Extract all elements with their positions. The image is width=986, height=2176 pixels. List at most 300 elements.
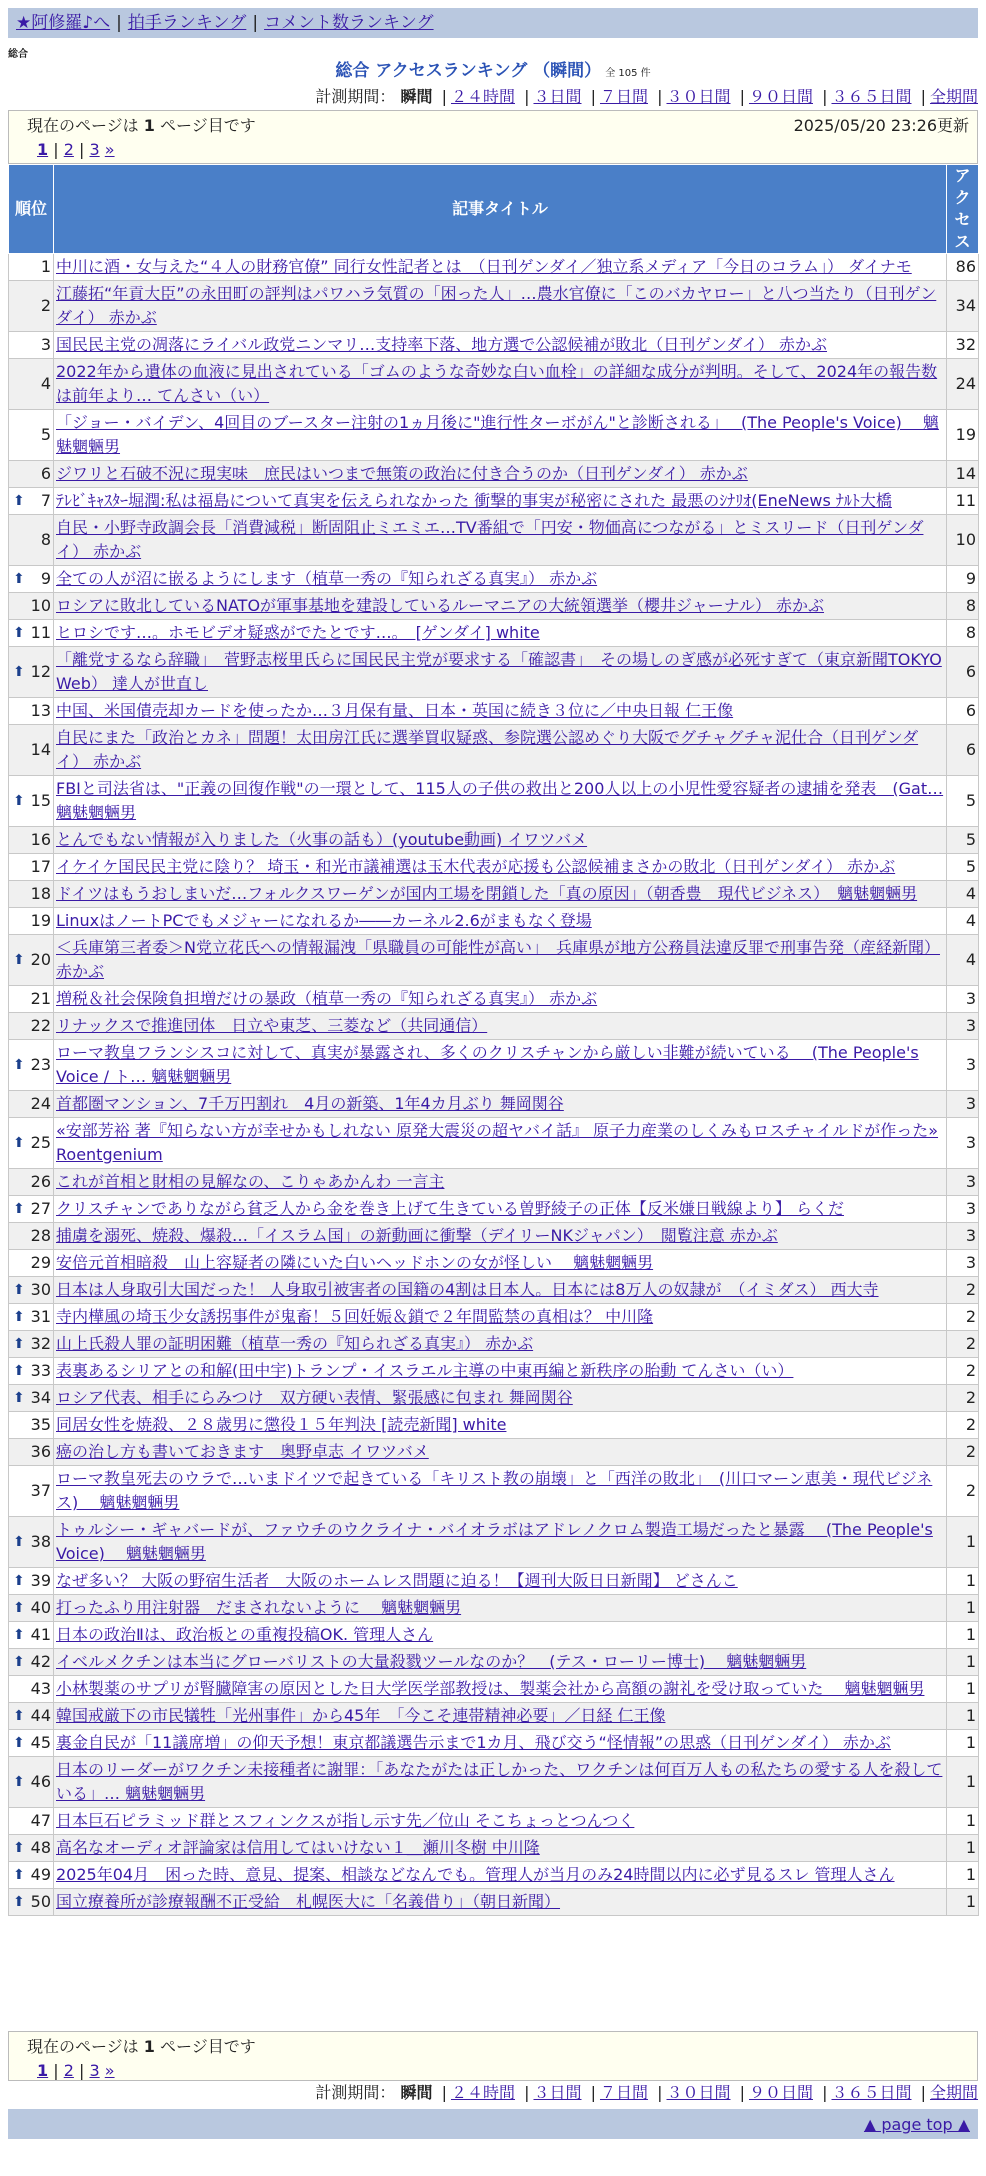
title-cell <box>54 515 947 566</box>
rank-cell <box>9 332 54 359</box>
table-row <box>9 254 979 281</box>
access-count: 3 <box>947 1196 979 1223</box>
access-count: 10 <box>947 515 979 566</box>
rank-number: 34 <box>30 1388 51 1407</box>
table-row <box>9 1331 979 1358</box>
rank-number: 12 <box>30 662 51 681</box>
table-row <box>9 1385 979 1412</box>
article-title-link[interactable]: 2022年から遺体の血液に見出されている「ゴムのような奇妙な白い血栓」の詳細な成分が判明。そして、2024年の報告数は前年より… てんさい（い） <box>56 362 938 405</box>
page-separator: | <box>79 2061 85 2080</box>
rank-number: 50 <box>30 1892 51 1911</box>
section-tag: 総合 <box>8 49 28 60</box>
rank-cell <box>9 359 54 410</box>
total-count: 全 105 件 <box>605 68 651 79</box>
rank-up-arrow-icon: ⬆ <box>13 1363 25 1379</box>
rank-up-arrow-icon: ⬆ <box>13 493 25 509</box>
title-cell <box>54 488 947 515</box>
access-count: 86 <box>947 254 979 281</box>
article-title-link[interactable]: イベルメクチンは本当にグローバリストの大量殺戮ツールなのか？ (テス・ローリー博士) 魑魅魍魎男 <box>56 1652 807 1671</box>
title-cell <box>54 1703 947 1730</box>
access-count: 1 <box>947 1568 979 1595</box>
article-title-link[interactable]: 日本のリーダーがワクチン未接種者に謝罪：「あなたがたは正しかった、ワクチンは何百万人もの私たちの愛する人を殺している」… 魑魅魍魎男 <box>56 1760 943 1803</box>
period-current: 瞬間 <box>400 2083 433 2102</box>
title-cell <box>54 1676 947 1703</box>
table-row <box>9 515 979 566</box>
title-cell <box>54 1517 947 1568</box>
access-count: 1 <box>947 1517 979 1568</box>
rank-number: 24 <box>30 1094 51 1113</box>
period-separator: | <box>657 87 663 106</box>
updated-timestamp: 2025/05/20 23:26更新 <box>793 116 969 135</box>
rank-cell <box>9 566 54 593</box>
clap-ranking-link[interactable]: 拍手ランキング <box>127 13 247 33</box>
period-label: 計測期間： <box>315 87 396 106</box>
article-title-link[interactable]: クリスチャンでありながら貧乏人から金を巻き上げて生きている曽野綾子の正体【反米嫌日戦線より】 らくだ <box>56 1199 844 1218</box>
rank-up-arrow-icon: ⬆ <box>13 1573 25 1589</box>
access-count: 2 <box>947 1304 979 1331</box>
rank-cell <box>9 1595 54 1622</box>
article-title-link[interactable]: ﾃﾚﾋﾞｷｬｽﾀｰ堀潤:私は福島について真実を伝えられなかった 衝撃的事実が秘密にされた 最悪のｼﾅﾘｵ(EneNews ﾅﾙﾄ大橋 <box>56 491 892 510</box>
rank-number: 11 <box>30 623 51 642</box>
rank-cell <box>9 986 54 1013</box>
page-next-link[interactable]: » <box>104 2061 115 2080</box>
title-cell <box>54 1223 947 1250</box>
article-title-link[interactable]: 表裏あるシリアとの和解(田中宇)トランプ・イスラエル主導の中東再編と新秩序の胎動 てんさい（い） <box>56 1361 794 1380</box>
article-title-link[interactable]: 江藤拓“年貢大臣”の永田町の評判はパワハラ気質の「困った人」…農水官僚に「このバカヤロー」と八つ当たり（日刊ゲンダイ） 赤かぶ <box>56 284 937 327</box>
ranking-table <box>8 164 979 1916</box>
rank-number: 30 <box>30 1280 51 1299</box>
article-title-link[interactable]: 癌の治し方も書いておきます 奥野卓志 イワツバメ <box>56 1442 429 1461</box>
rank-cell <box>9 1385 54 1412</box>
article-title-link[interactable]: ローマ教皇フランシスコに対して、真実が暴露され、多くのクリスチャンから厳しい非難が続いている (The People's Voice / ト… 魑魅魍魎男 <box>56 1043 919 1086</box>
title-cell <box>54 1169 947 1196</box>
table-header-row <box>9 165 979 254</box>
rank-number: 23 <box>30 1055 51 1074</box>
page-links <box>27 2059 967 2083</box>
article-title-link[interactable]: リナックスで推進団体 日立や東芝、三菱など（共同通信） <box>56 1016 488 1035</box>
period-link-7d[interactable]: ７日間 <box>599 87 648 106</box>
rank-up-arrow-icon: ⬆ <box>13 1600 25 1616</box>
page-next-link[interactable]: » <box>104 140 115 159</box>
page-links <box>27 138 967 162</box>
article-title-link[interactable]: 日本の政治Ⅱは、政治板との重複投稿OK. 管理人さん <box>56 1625 434 1644</box>
title-cell <box>54 281 947 332</box>
rank-cell <box>9 1331 54 1358</box>
table-row <box>9 461 979 488</box>
period-link-90d[interactable]: ９０日間 <box>748 2083 813 2102</box>
rank-cell <box>9 1040 54 1091</box>
access-count: 3 <box>947 1169 979 1196</box>
title-cell <box>54 1385 947 1412</box>
article-title-link[interactable]: 打ったふり用注射器 だまされないように 魑魅魍魎男 <box>56 1598 462 1617</box>
rank-cell <box>9 935 54 986</box>
rank-cell <box>9 593 54 620</box>
rank-number: 25 <box>30 1133 51 1152</box>
rank-cell <box>9 725 54 776</box>
rank-number: 16 <box>30 830 51 849</box>
article-title-link[interactable]: ロシアに敗北しているNATOが軍事基地を建設しているルーマニアの大統領選挙（櫻井ジャーナル） 赤かぶ <box>56 596 825 615</box>
page-top-link[interactable]: ▲ page top ▲ <box>863 2115 970 2134</box>
rank-cell <box>9 410 54 461</box>
article-title-link[interactable]: 同居女性を焼殺、２８歳男に懲役１５年判決 [読売新聞] white <box>56 1415 507 1434</box>
rank-up-arrow-icon: ⬆ <box>13 1654 25 1670</box>
rank-up-arrow-icon: ⬆ <box>13 571 25 587</box>
article-title-link[interactable]: 2025年04月 困った時、意見、提案、相談などなんでも。管理人が当月のみ24時間以内に必ず見るスレ 管理人さん <box>56 1865 895 1884</box>
article-title-link[interactable]: 全ての人が沼に嵌るようにします（植草一秀の『知られざる真実』） 赤かぶ <box>56 569 598 588</box>
table-row <box>9 1304 979 1331</box>
title-cell <box>54 935 947 986</box>
access-count: 1 <box>947 1649 979 1676</box>
rank-up-arrow-icon: ⬆ <box>13 1309 25 1325</box>
article-title-link[interactable]: 小林製薬のサプリが腎臓障害の原因とした日大学医学部教授は、製薬会社から高額の謝礼を受け取っていた 魑魅魍魎男 <box>56 1679 925 1698</box>
title-cell <box>54 1466 947 1517</box>
article-title-link[interactable]: とんでもない情報が入りました（火事の話も）(youtube動画) イワツバメ <box>56 830 588 849</box>
rank-cell <box>9 1358 54 1385</box>
rank-cell <box>9 1649 54 1676</box>
title-cell <box>54 1862 947 1889</box>
article-title-link[interactable]: 自民にまた「政治とカネ」問題！太田房江氏に選挙買収疑惑、参院選公認めぐり大阪でグチャグチャ泥仕合（日刊ゲンダイ） 赤かぶ <box>56 728 919 771</box>
rank-number: 2 <box>40 296 51 315</box>
title-cell <box>54 1412 947 1439</box>
period-link-24h[interactable]: ２４時間 <box>450 2083 515 2102</box>
table-row <box>9 1196 979 1223</box>
table-row <box>9 1169 979 1196</box>
title-cell <box>54 908 947 935</box>
title-cell <box>54 854 947 881</box>
access-count: 5 <box>947 854 979 881</box>
table-row <box>9 854 979 881</box>
rank-cell <box>9 488 54 515</box>
rank-cell <box>9 1730 54 1757</box>
table-row <box>9 1250 979 1277</box>
title-cell <box>54 647 947 698</box>
rank-number: 20 <box>30 950 51 969</box>
table-row <box>9 725 979 776</box>
access-count: 2 <box>947 1385 979 1412</box>
rank-cell <box>9 1676 54 1703</box>
rank-number: 22 <box>30 1016 51 1035</box>
article-title-link[interactable]: なぜ多い？ 大阪の野宿生活者 大阪のホームレス問題に迫る！【週刊大阪日日新聞】 どさんこ <box>56 1571 738 1590</box>
title-cell <box>54 359 947 410</box>
period-link-all[interactable]: 全期間 <box>929 2083 978 2102</box>
access-count: 3 <box>947 1040 979 1091</box>
table-row <box>9 1466 979 1517</box>
page-link-3[interactable]: 3 <box>89 2061 100 2080</box>
table-row <box>9 908 979 935</box>
rank-up-arrow-icon: ⬆ <box>13 1336 25 1352</box>
title-cell <box>54 566 947 593</box>
access-count: 5 <box>947 776 979 827</box>
period-separator: | <box>590 2083 596 2102</box>
table-row <box>9 647 979 698</box>
rank-cell <box>9 1862 54 1889</box>
access-count: 19 <box>947 410 979 461</box>
access-count: 3 <box>947 1013 979 1040</box>
rank-cell <box>9 1835 54 1862</box>
access-count: 3 <box>947 986 979 1013</box>
rank-up-arrow-icon: ⬆ <box>13 793 25 809</box>
article-title-link[interactable]: 国立療養所が診療報酬不正受給 札幌医大に「名義借り」（朝日新聞） <box>56 1892 561 1911</box>
period-link-30d[interactable]: ３０日間 <box>666 87 731 106</box>
rank-number: 38 <box>30 1532 51 1551</box>
rank-cell <box>9 1757 54 1808</box>
rank-number: 6 <box>40 464 51 483</box>
access-count: 6 <box>947 725 979 776</box>
rank-cell <box>9 254 54 281</box>
rank-number: 31 <box>30 1307 51 1326</box>
table-row <box>9 359 979 410</box>
title-cell <box>54 1649 947 1676</box>
title-cell <box>54 1013 947 1040</box>
article-title-link[interactable]: LinuxはノートPCでもメジャーになれるか――カーネル2.6がまもなく登場 <box>56 911 592 930</box>
article-title-link[interactable]: 捕虜を溺死、焼殺、爆殺…「イスラム国」の新動画に衝撃（デイリーNKジャパン） 閲覧注意 赤かぶ <box>56 1226 778 1245</box>
access-count: 6 <box>947 647 979 698</box>
rank-up-arrow-icon: ⬆ <box>13 1840 25 1856</box>
page-status <box>27 2035 967 2059</box>
access-count: 1 <box>947 1757 979 1808</box>
rank-cell <box>9 1304 54 1331</box>
table-row <box>9 698 979 725</box>
rank-up-arrow-icon: ⬆ <box>13 664 25 680</box>
article-title-link[interactable]: 日本は人身取引大国だった！ 人身取引被害者の国籍の4割は日本人。日本には8万人の奴隷が （イミダス） 西大寺 <box>56 1280 879 1299</box>
period-link-3d[interactable]: ３日間 <box>533 2083 582 2102</box>
page-status-suffix: ページ目です <box>160 116 256 135</box>
rank-cell <box>9 1277 54 1304</box>
home-link[interactable]: ★阿修羅♪へ <box>16 13 111 33</box>
access-count: 1 <box>947 1595 979 1622</box>
rank-cell <box>9 1466 54 1517</box>
period-separator: | <box>822 87 828 106</box>
period-link-3d[interactable]: ３日間 <box>533 87 582 106</box>
period-separator: | <box>920 87 926 106</box>
article-title-link[interactable]: 山上氏殺人罪の証明困難（植草一秀の『知られざる真実』） 赤かぶ <box>56 1334 534 1353</box>
access-count: 2 <box>947 1439 979 1466</box>
table-row <box>9 620 979 647</box>
article-title-link[interactable]: トゥルシー・ギャバードが、ファウチのウクライナ・バイオラボはアドレノクロム製造工場だったと暴露 (The People's Voice) 魑魅魍魎男 <box>56 1520 933 1563</box>
rank-number: 18 <box>30 884 51 903</box>
article-title-link[interactable]: ロシア代表、相手にらみつけ 双方硬い表情、緊張感に包まれ 舞岡関谷 <box>56 1388 573 1407</box>
period-link-30d[interactable]: ３０日間 <box>666 2083 731 2102</box>
rank-number: 47 <box>30 1811 51 1830</box>
access-count: 32 <box>947 332 979 359</box>
article-title-link[interactable]: 「ジョー・バイデン、4回目のブースター注射の1ヵ月後に"進行性ターボがん"と診断される」 (The People's Voice) 魑魅魍魎男 <box>56 413 939 456</box>
article-title-link[interactable]: 裏金自民が「11議席増」の仰天予想！東京都議選告示まで1カ月、飛び交う“怪情報”の思惑（日刊ゲンダイ） 赤かぶ <box>56 1733 891 1752</box>
title-cell <box>54 1439 947 1466</box>
rank-number: 35 <box>30 1415 51 1434</box>
table-row <box>9 1412 979 1439</box>
rank-cell <box>9 515 54 566</box>
table-row <box>9 1223 979 1250</box>
page-status-prefix: 現在のページは <box>27 2037 139 2056</box>
access-count: 1 <box>947 1703 979 1730</box>
article-title-link[interactable]: これが首相と財相の見解なの、こりゃあかんわ 一言主 <box>56 1172 445 1191</box>
rank-cell <box>9 1412 54 1439</box>
rank-number: 15 <box>30 791 51 810</box>
rank-cell <box>9 1889 54 1916</box>
table-row <box>9 1862 979 1889</box>
period-link-365d[interactable]: ３６５日間 <box>831 2083 912 2102</box>
rank-number: 29 <box>30 1253 51 1272</box>
rank-number: 21 <box>30 989 51 1008</box>
page-status-suffix: ページ目です <box>160 2037 256 2056</box>
article-title-link[interactable]: 国民民主党の凋落にライバル政党ニンマリ…支持率下落、地方選で公認候補が敗北（日刊ゲンダイ） 赤かぶ <box>56 335 828 354</box>
table-row <box>9 935 979 986</box>
article-title-link[interactable]: 首都圏マンション、7千万円割れ 4月の新築、1年4カ月ぶり 舞岡関谷 <box>56 1094 564 1113</box>
page-link-3[interactable]: 3 <box>89 140 100 159</box>
rank-cell <box>9 1622 54 1649</box>
article-title-link[interactable]: ヒロシです…。ホモビデオ疑惑がでたとです…。 [ゲンダイ] white <box>56 623 540 642</box>
table-row <box>9 1730 979 1757</box>
table-row <box>9 1703 979 1730</box>
title-cell <box>54 1889 947 1916</box>
title-cell <box>54 410 947 461</box>
rank-number: 39 <box>30 1571 51 1590</box>
rank-cell <box>9 698 54 725</box>
access-count: 5 <box>947 827 979 854</box>
access-count: 1 <box>947 1730 979 1757</box>
rank-number: 10 <box>30 596 51 615</box>
table-row <box>9 1118 979 1169</box>
access-count: 3 <box>947 1223 979 1250</box>
period-link-24h[interactable]: ２４時間 <box>450 87 515 106</box>
article-title-link[interactable]: 自民・小野寺政調会長「消費減税」断固阻止ミエミエ…TV番組で「円安・物価高につながる」とミスリード（日刊ゲンダイ） 赤かぶ <box>56 518 924 561</box>
title-cell <box>54 881 947 908</box>
article-title-link[interactable]: FBIと司法省は、"正義の回復作戦"の一環として、115人の子供の救出と200人以上の小児性愛容疑者の逮捕を発表 (Gat… 魑魅魍魎男 <box>56 779 944 822</box>
rank-number: 37 <box>30 1481 51 1500</box>
article-title-link[interactable]: ＜兵庫第三者委＞N党立花氏への情報漏洩「県職員の可能性が高い」 兵庫県が地方公務員法違反罪で刑事告発（産経新聞） 赤かぶ <box>56 938 940 981</box>
title-cell <box>54 1358 947 1385</box>
article-title-link[interactable]: ジワリと石破不況に現実味 庶民はいつまで無策の政治に付き合うのか（日刊ゲンダイ） 赤かぶ <box>56 464 748 483</box>
nav-separator: | <box>252 13 259 33</box>
rank-number: 14 <box>30 740 51 759</box>
access-count: 8 <box>947 620 979 647</box>
title-cell <box>54 1277 947 1304</box>
table-row <box>9 1277 979 1304</box>
article-title-link[interactable]: 増税＆社会保険負担増だけの暴政（植草一秀の『知られざる真実』） 赤かぶ <box>56 989 598 1008</box>
period-separator: | <box>739 87 745 106</box>
period-separator: | <box>590 87 596 106</box>
rank-number: 17 <box>30 857 51 876</box>
page-link-2[interactable]: 2 <box>63 140 74 159</box>
access-count: 34 <box>947 281 979 332</box>
table-row <box>9 1091 979 1118</box>
page-link-2[interactable]: 2 <box>63 2061 74 2080</box>
page-title: 総合 アクセスランキング （瞬間） <box>335 61 602 81</box>
rank-up-arrow-icon: ⬆ <box>13 1627 25 1643</box>
table-row <box>9 1595 979 1622</box>
title-cell <box>54 1196 947 1223</box>
article-title-link[interactable]: 高名なオーディオ評論家は信用してはいけない１＿瀬川冬樹 中川隆 <box>56 1838 540 1857</box>
rank-cell <box>9 908 54 935</box>
article-title-link[interactable]: 寺内樺風の埼玉少女誘拐事件が鬼畜！５回妊娠＆鎖で２年間監禁の真相は？ 中川隆 <box>56 1307 654 1326</box>
article-title-link[interactable]: 中国、米国債売却カードを使ったか…３月保有量、日本・英国に続き３位に／中央日報 仁王像 <box>56 701 734 720</box>
page-status-current: 1 <box>143 2037 155 2056</box>
title-cell <box>54 461 947 488</box>
period-link-90d[interactable]: ９０日間 <box>748 87 813 106</box>
title-cell <box>54 986 947 1013</box>
page-link-1[interactable]: 1 <box>37 140 49 159</box>
table-row <box>9 1889 979 1916</box>
access-count: 2 <box>947 1412 979 1439</box>
title-cell <box>54 1091 947 1118</box>
rank-cell <box>9 1250 54 1277</box>
title-cell <box>54 620 947 647</box>
article-title-link[interactable]: ローマ教皇死去のウラで…いまドイツで起きている「キリスト教の崩壊」と「西洋の敗北」 (川口マーン恵美・現代ビジネス) 魑魅魍魎男 <box>56 1469 933 1512</box>
article-title-link[interactable]: ドイツはもうおしまいだ…フォルクスワーゲンが国内工場を閉鎖した「真の原因」（朝香豊 現代ビジネス） 魑魅魍魎男 <box>56 884 918 903</box>
access-count: 2 <box>947 1358 979 1385</box>
access-count: 9 <box>947 566 979 593</box>
table-row <box>9 281 979 332</box>
article-title-link[interactable]: 「離党するなら辞職」 菅野志桜里氏らに国民民主党が要求する「確認書」 その場しのぎ感が必死すぎて（東京新聞TOKYO Web） 達人が世直し <box>56 650 942 693</box>
article-title-link[interactable]: 安倍元首相暗殺 山上容疑者の隣にいた白いヘッドホンの女が怪しい 魑魅魍魎男 <box>56 1253 654 1272</box>
rank-cell <box>9 1808 54 1835</box>
rank-number: 33 <box>30 1361 51 1380</box>
access-count: 2 <box>947 1466 979 1517</box>
rank-up-arrow-icon: ⬆ <box>13 1774 25 1790</box>
rank-cell <box>9 1091 54 1118</box>
rank-up-arrow-icon: ⬆ <box>13 1867 25 1883</box>
rank-number: 46 <box>30 1772 51 1791</box>
table-row <box>9 1649 979 1676</box>
title-cell <box>54 254 947 281</box>
table-row <box>9 776 979 827</box>
period-link-365d[interactable]: ３６５日間 <box>831 87 912 106</box>
access-count: 3 <box>947 1091 979 1118</box>
rank-cell <box>9 1439 54 1466</box>
article-title-link[interactable]: 韓国戒厳下の市民犠牲「光州事件」から45年 「今こそ連帯精神必要」／日経 仁王像 <box>56 1706 666 1725</box>
table-row <box>9 1835 979 1862</box>
article-title-link[interactable]: イケイケ国民民主党に陰り？ 埼玉・和光市議補選は玉木代表が応援も公認候補まさかの敗北（日刊ゲンダイ） 赤かぶ <box>56 857 896 876</box>
table-row <box>9 1808 979 1835</box>
title-cell <box>54 725 947 776</box>
access-count: 4 <box>947 908 979 935</box>
header-title: 記事タイトル <box>54 165 947 254</box>
rank-number: 8 <box>40 530 51 549</box>
article-title-link[interactable]: 中川に酒・女与えた“４人の財務官僚” 同行女性記者とは （日刊ゲンダイ／独立系メディア「今日のコラム」） ダイナモ <box>56 257 912 276</box>
rank-number: 4 <box>40 374 51 393</box>
access-count: 4 <box>947 935 979 986</box>
rank-up-arrow-icon: ⬆ <box>13 1708 25 1724</box>
page-title-row <box>0 60 986 85</box>
title-cell <box>54 1304 947 1331</box>
page-link-1[interactable]: 1 <box>37 2061 49 2080</box>
period-link-all[interactable]: 全期間 <box>929 87 978 106</box>
table-row <box>9 1517 979 1568</box>
period-separator: | <box>441 87 447 106</box>
rank-number: 48 <box>30 1838 51 1857</box>
title-cell <box>54 1331 947 1358</box>
pager-top <box>8 110 978 164</box>
page-status-current: 1 <box>143 116 155 135</box>
rank-cell <box>9 647 54 698</box>
rank-up-arrow-icon: ⬆ <box>13 1057 25 1073</box>
access-count: 4 <box>947 881 979 908</box>
comment-ranking-link[interactable]: コメント数ランキング <box>264 13 434 33</box>
table-row <box>9 1439 979 1466</box>
nav-separator: | <box>116 13 122 33</box>
period-separator: | <box>657 2083 663 2102</box>
rank-cell <box>9 1223 54 1250</box>
period-link-7d[interactable]: ７日間 <box>599 2083 648 2102</box>
title-cell <box>54 698 947 725</box>
article-title-link[interactable]: «安部芳裕 著『知らない方が幸せかもしれない 原発大震災の超ヤバイ話』 原子力産業のしくみもロスチャイルドが作った» Roentgenium <box>56 1121 939 1164</box>
title-cell <box>54 1118 947 1169</box>
period-separator: | <box>920 2083 926 2102</box>
pager-bottom <box>8 2031 978 2081</box>
article-title-link[interactable]: 日本巨石ピラミッド群とスフィンクスが指し示す先／位山 そこちょっとつんつく <box>56 1811 635 1830</box>
rank-cell <box>9 1703 54 1730</box>
table-row <box>9 410 979 461</box>
